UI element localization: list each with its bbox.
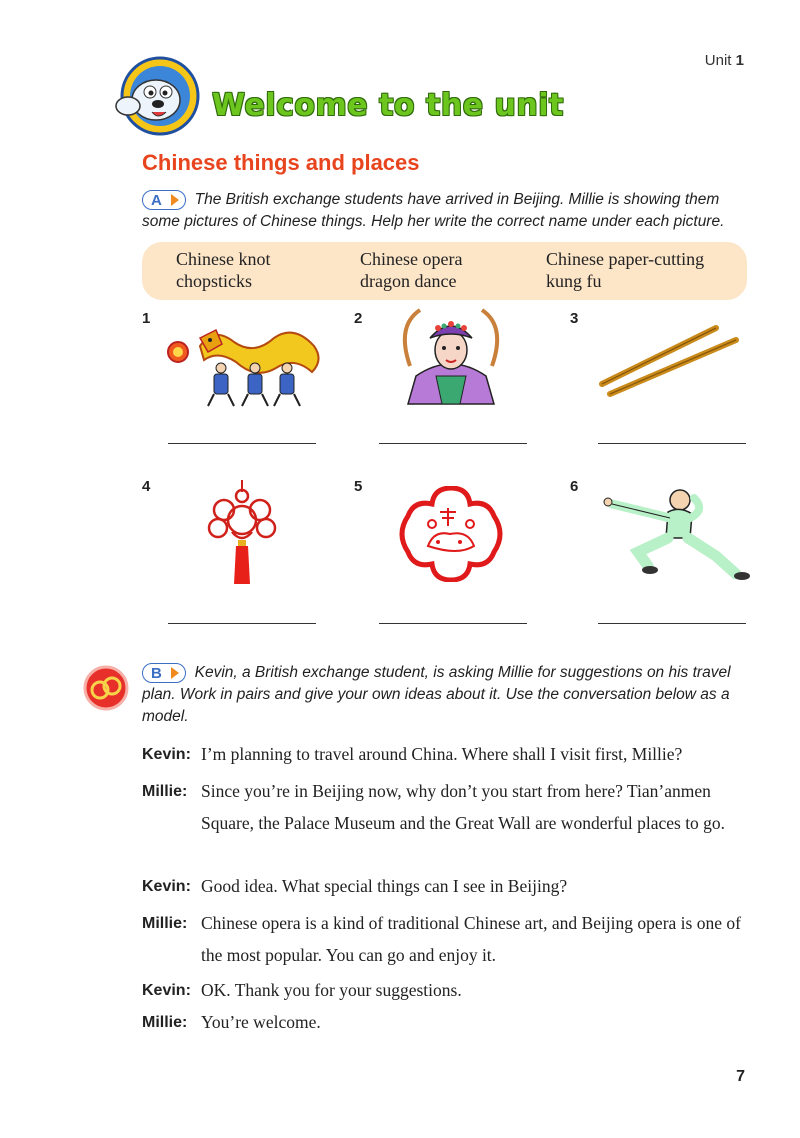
dialogue-line: You’re welcome. bbox=[201, 1012, 321, 1032]
chopsticks-icon bbox=[596, 318, 746, 398]
subtitle: Chinese things and places bbox=[142, 150, 420, 175]
picture-number: 5 bbox=[354, 478, 363, 495]
dialogue-speaker: Kevin: bbox=[142, 746, 191, 763]
dialogue-speaker: Millie: bbox=[142, 783, 188, 800]
kung-fu-icon bbox=[598, 484, 750, 586]
page-number: 7 bbox=[736, 1068, 745, 1085]
picture-number: 2 bbox=[354, 310, 363, 327]
answer-line[interactable] bbox=[168, 623, 316, 624]
picture-number: 3 bbox=[570, 310, 579, 327]
answer-line[interactable] bbox=[168, 443, 316, 444]
answer-line[interactable] bbox=[379, 443, 527, 444]
dialogue-speaker: Kevin: bbox=[142, 878, 191, 895]
picture-number: 1 bbox=[142, 310, 151, 327]
chinese-opera-icon bbox=[376, 306, 526, 410]
part-a-badge: A bbox=[142, 190, 186, 210]
chinese-knot-icon bbox=[202, 480, 282, 590]
section-title: Welcome to the unit bbox=[212, 88, 564, 123]
dialogue-line: Good idea. What special things can I see in Beijing? bbox=[201, 876, 568, 896]
paper-cutting-icon bbox=[398, 486, 504, 582]
dialogue-line: Since you’re in Beijing now, why don’t you start from here? Tian’anmen Square, the Palace Museum and the Great Wall are wonderful places to go. bbox=[201, 781, 726, 833]
word-bank-column: Chinese paper-cutting kung fu bbox=[546, 249, 705, 291]
answer-line[interactable] bbox=[598, 443, 746, 444]
play-triangle-icon bbox=[171, 194, 179, 206]
picture-number: 6 bbox=[570, 478, 579, 495]
dialogue-speaker: Millie: bbox=[142, 915, 188, 932]
word-bank bbox=[142, 242, 747, 300]
unit-label: Unit 1 bbox=[704, 52, 744, 69]
answer-line[interactable] bbox=[379, 623, 527, 624]
play-triangle-icon bbox=[171, 667, 179, 679]
word-bank-column: Chinese knot chopsticks bbox=[176, 249, 271, 291]
dialogue-speaker: Millie: bbox=[142, 1014, 188, 1031]
picture-number: 4 bbox=[142, 478, 151, 495]
pair-work-icon bbox=[82, 664, 130, 712]
dialogue-line: I’m planning to travel around China. Where shall I visit first, Millie? bbox=[201, 744, 683, 764]
dialogue-speaker: Kevin: bbox=[142, 982, 191, 999]
part-a-instruction: A The British exchange students have arrived in Beijing. Millie is showing them some pictures of Chinese things. Help her write the correct name under each picture. bbox=[142, 191, 725, 230]
part-b-badge: B bbox=[142, 663, 186, 683]
dialogue-line: OK. Thank you for your suggestions. bbox=[201, 980, 462, 1000]
word-bank-column: Chinese opera dragon dance bbox=[360, 249, 463, 291]
dragon-dance-icon bbox=[164, 316, 328, 408]
part-b-instruction: B Kevin, a British exchange student, is asking Millie for suggestions on his travel plan. Work in pairs and give your own ideas about it. Use the conversation below as a model. bbox=[142, 664, 731, 725]
mascot-dog-icon bbox=[108, 56, 208, 136]
dialogue-line: Chinese opera is a kind of traditional Chinese art, and Beijing opera is one of the most popular. You can go and enjoy it. bbox=[201, 913, 741, 965]
answer-line[interactable] bbox=[598, 623, 746, 624]
